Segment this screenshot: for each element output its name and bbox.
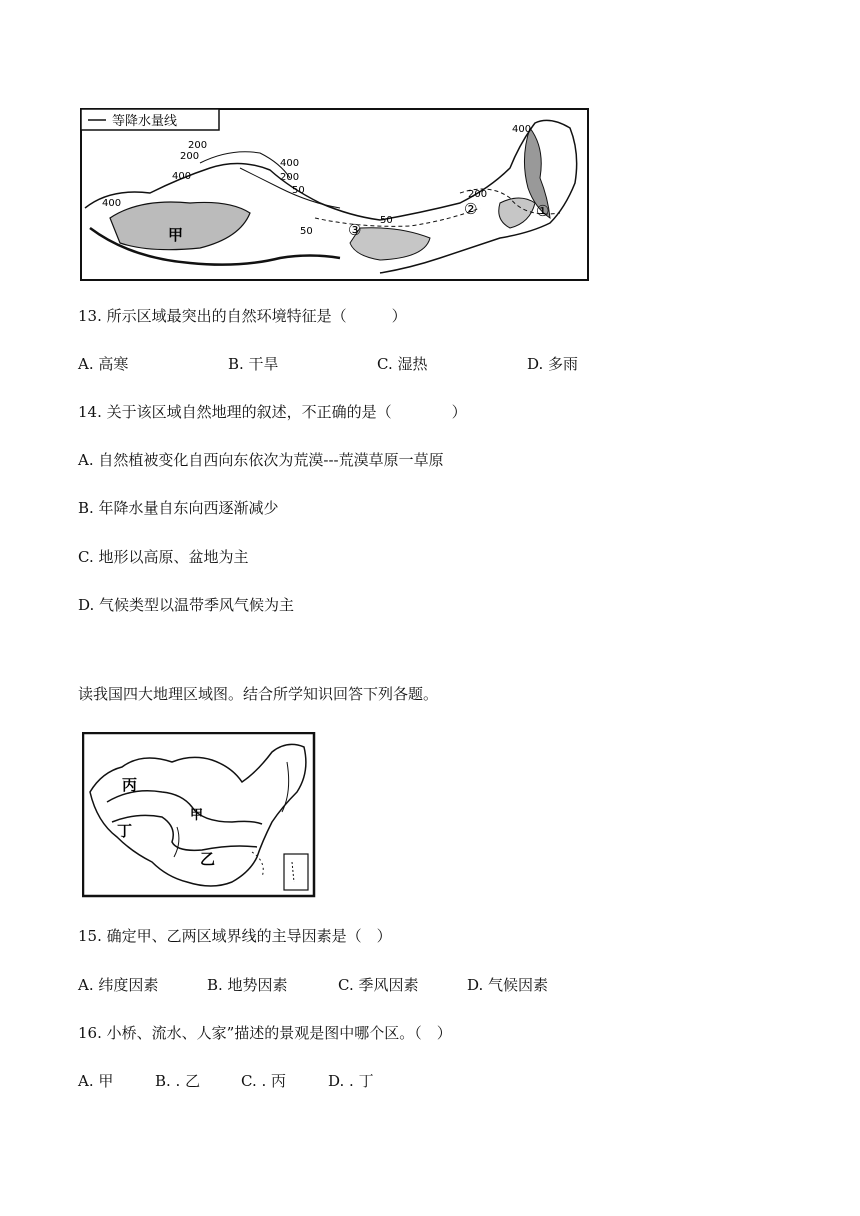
isoline-label: 50 (300, 226, 313, 237)
q15-option-d: D. 气候因素 (467, 976, 549, 994)
precipitation-map-svg (80, 108, 590, 282)
q14-option-b: B. 年降水量自东向西逐渐减少 (78, 499, 279, 517)
q15-option-c: C. 季风因素 (338, 976, 419, 994)
precipitation-map (80, 108, 590, 282)
isoline-label: 50 (292, 185, 305, 196)
isoline-label: 200 (188, 140, 208, 151)
question-16-stem: 16. 小桥、流水、人家”描述的景观是图中哪个区。（ ） (78, 1024, 452, 1042)
q16-option-c: C. . 丙 (241, 1072, 287, 1090)
isoline-label: 200 (280, 172, 300, 183)
q16-option-a: A. 甲 (78, 1072, 114, 1090)
legend-label: 等降水量线 (112, 114, 178, 129)
region-jia-label: 甲 (190, 808, 204, 823)
q13-option-b: B. 干旱 (228, 355, 279, 373)
isoline-label: 400 (280, 158, 300, 169)
section-intro: 读我国四大地理区域图。结合所学知识回答下列各题。 (78, 685, 439, 703)
region-yi-label: 乙 (200, 850, 216, 868)
isoline-label: 50 (380, 215, 393, 226)
marker-3: ③ (348, 221, 362, 239)
marker-1: ① (536, 202, 550, 220)
question-15-stem: 15. 确定甲、乙两区域界线的主导因素是（ ） (78, 927, 392, 945)
regions-map-svg (82, 732, 316, 898)
isoline-label: 200 (180, 151, 200, 162)
isoline-label: 400 (512, 124, 532, 135)
q15-option-b: B. 地势因素 (207, 976, 288, 994)
isoline-label: 400 (172, 171, 192, 182)
q14-option-c: C. 地形以高原、盆地为主 (78, 548, 249, 566)
regions-map (82, 732, 316, 898)
question-14-stem: 14. 关于该区域自然地理的叙述，不正确的是（ ） (78, 403, 467, 421)
marker-2: ② (464, 200, 478, 218)
q13-option-d: D. 多雨 (527, 355, 579, 373)
region-jia-label: 甲 (168, 226, 184, 244)
q15-option-a: A. 纬度因素 (78, 976, 159, 994)
q16-option-b: B. . 乙 (155, 1072, 201, 1090)
q13-option-a: A. 高寒 (78, 355, 129, 373)
question-13-stem: 13. 所示区域最突出的自然环境特征是（ ） (78, 307, 407, 325)
isoline-label: 400 (102, 198, 122, 209)
q13-option-c: C. 湿热 (377, 355, 428, 373)
q16-option-d: D. . 丁 (328, 1072, 374, 1090)
q14-option-a: A. 自然植被变化自西向东依次为荒漠---荒漠草原一草原 (78, 451, 444, 469)
region-bing-label: 丙 (122, 776, 138, 794)
isoline-label: 200 (468, 189, 488, 200)
q14-option-d: D. 气候类型以温带季风气候为主 (78, 596, 295, 614)
region-ding-label: 丁 (117, 822, 133, 840)
